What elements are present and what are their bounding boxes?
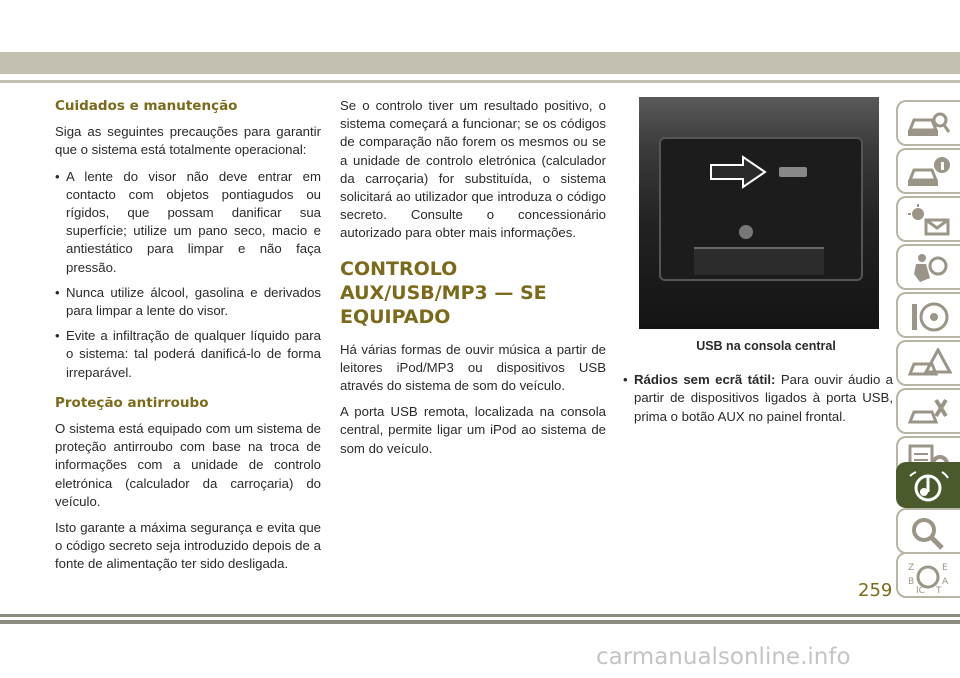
column-left [55,97,321,582]
footer-rule [0,614,960,617]
heading-care: Cuidados e manutenção [55,98,238,114]
svg-text:T: T [936,586,942,594]
column-right [623,97,893,433]
car-info-icon [906,156,952,190]
car-wrench-icon [906,396,952,430]
tab-car-wrench[interactable] [896,388,960,434]
tab-steering-wheel[interactable] [896,292,960,338]
paragraph-listen-music: Há várias formas de ouvir música a partir de leitores iPod/MP3 ou dispositivos USB através do sistema de som do veículo. [340,341,606,394]
steering-wheel-icon [906,300,952,334]
tab-hazard-car[interactable] [896,340,960,386]
airbag-seat-icon [906,252,952,286]
warning-lights-icon [906,204,952,238]
svg-text:Z: Z [908,563,915,573]
list-item: • Nunca utilize álcool, gasolina e derivados para limpar a lente do visor. [55,284,321,320]
list-item: • Evite a infiltração de qualquer líquido para o sistema: tal poderá danificá-lo de forma irreparável. [55,327,321,382]
column-middle [340,97,606,466]
paragraph-usb-port: A porta USB remota, localizada na consola central, permite ligar um iPod ao sistema de som do veículo. [340,404,606,456]
usb-console-photo [639,97,879,329]
header-band [0,52,960,74]
watermark: carmanualsonline.info [596,644,851,670]
care-bullet-list [55,168,321,382]
tab-search[interactable] [896,508,960,554]
bullet-text: Para ouvir áudio a partir de dispositivos ligados à porta USB, prima o botão AUX no painel frontal. [634,372,894,424]
tab-car-search[interactable] [896,100,960,146]
tab-index[interactable] [896,552,960,598]
list-item: • A lente do visor não deve entrar em contacto com objetos pontiagudos ou rígidos, que possam danificar sua superfície; utilize um pano seco, macio e antiestático para limpar e não faça pressão. [55,168,321,277]
paragraph-control-result: Se o controlo tiver um resultado positivo, o sistema começará a funcionar; se os códigos de comparação não forem os mesmos ou se a unidade de controlo eletrónica (calculador da carroçaria) for substituída, o sistema solicitará ao utilizador que introduza o código secreto. Consulte o concessionário autorizado para obter mais informações. [340,98,606,241]
heading-aux-usb-mp3: CONTROLO AUX/USB/MP3 — SE EQUIPADO [340,257,547,328]
paragraph-care-intro: Siga as seguintes precauções para garantir que o sistema está totalmente operacional: [55,124,321,158]
svg-text:E: E [942,563,948,573]
footer-rule-thick [0,620,960,624]
bullet-label: Rádios sem ecrã tátil: [634,372,776,388]
heading-antitheft: Proteção antirroubo [55,394,209,411]
photo-caption: USB na consola central [696,339,836,353]
svg-text:B: B [908,577,915,587]
radio-bullet-list [623,371,893,426]
car-search-icon [906,108,952,142]
alphabet-index-icon [906,560,952,594]
paragraph-security: Isto garante a máxima segurança e evita que o código secreto seja introduzido depois de a fonte de alimentação ter sido desligada. [55,520,321,572]
multimedia-icon [906,470,952,504]
hazard-car-icon [906,348,952,382]
page-number: 259 [858,580,893,601]
tab-warning-lights[interactable] [896,196,960,242]
tab-multimedia[interactable] [896,462,960,508]
list-item [623,371,893,426]
paragraph-antitheft: O sistema está equipado com um sistema de proteção antirroubo com base na troca de informações com a unidade de controlo eletrónica (calculador da carroçaria) do veículo. [55,421,321,509]
magnifier-icon [906,516,952,550]
header-rule [0,80,960,83]
tab-airbag-seat[interactable] [896,244,960,290]
arrow-icon [709,155,767,189]
svg-text:A: A [942,577,949,587]
svg-text:IC: IC [916,586,925,594]
tab-car-info[interactable] [896,148,960,194]
